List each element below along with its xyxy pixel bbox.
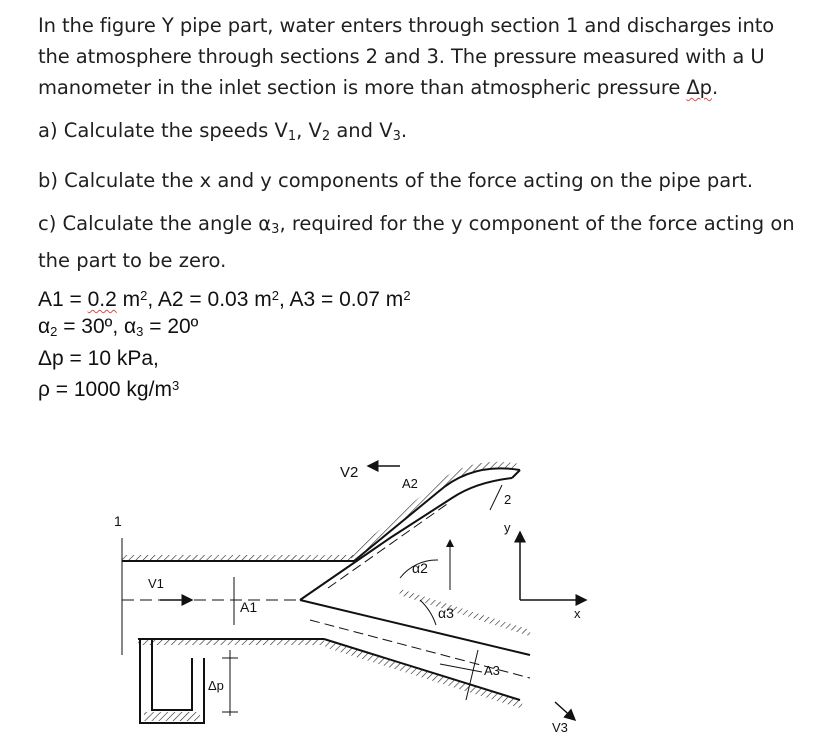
v1-label: V1 [148,576,164,591]
a3-sup: 2 [403,288,411,303]
v3-label: V3 [552,720,568,735]
given-rho [38,372,808,403]
qa-sub1: 1 [287,129,297,144]
qa-end: . [400,119,408,142]
axis-y-label: y [504,520,511,535]
alpha2-symbol: α [38,315,51,338]
question-a [38,115,808,152]
a1-value: 0.2 [87,288,117,311]
coordinate-axes [504,520,586,621]
qa-mid1: , V [296,119,322,142]
rho-sup: 3 [171,378,180,393]
qa-sub3: 3 [392,129,401,144]
question-b: b) Calculate the x and y components of the force acting on the pipe part. [38,169,754,192]
given-values [38,282,808,403]
alpha3-value: = 20º [143,315,199,338]
given-areas [38,282,808,313]
qc-text: c) Calculate the angle α [38,212,272,235]
a3-label: , A3 = 0.07 m [278,288,404,311]
section1-label: 1 [114,513,122,529]
qa-sub2: 2 [321,129,331,144]
qa-mid2: and V [330,119,393,142]
rho-text: ρ = 1000 kg/m [38,378,172,401]
problem-intro [38,10,808,103]
y-pipe-diagram [100,440,600,750]
y-pipe-figure [100,440,600,750]
alpha2-sub: 2 [50,324,58,339]
alpha3-sub: 3 [136,324,144,339]
question-c [38,208,808,276]
v3-arrow [555,702,575,720]
a2-label: A2 [402,476,418,491]
given-dp: Δp = 10 kPa, [38,347,159,370]
a2-label: , A2 = 0.03 m [147,288,272,311]
alpha2-value: = 30º, α [57,315,137,338]
a2-sup: 2 [271,288,279,303]
a1-unit: m [116,288,141,311]
intro-end: . [711,76,719,99]
intro-dp: Δp [686,76,712,99]
axis-x-label: x [574,606,581,621]
alpha2-label: α2 [412,560,428,576]
a1-label: A1 [240,599,258,615]
given-angles [38,313,808,345]
intro-text: In the figure Y pipe part, water enters through section 1 and discharges into the atmosphere through sections 2 and 3. The pressure measured with a U manometer in the inlet section is more than atmospheric pressure [38,14,775,99]
section2-line [490,485,502,510]
a1-label: A1 = [38,288,88,311]
lower-branch [300,592,530,705]
a3-label: A3 [484,663,500,678]
a1-sup: 2 [140,288,148,303]
qc-sub: 3 [271,222,280,237]
alpha3-label: α3 [438,605,454,621]
qa-text: a) Calculate the speeds V [38,119,288,142]
problem-document [38,10,808,403]
v2-label: V2 [340,464,359,481]
section2-label: 2 [504,492,512,507]
dp-label: Δp [208,678,224,693]
qc-end: , required for the y component of the force acting on the part to be zero. [38,212,795,272]
